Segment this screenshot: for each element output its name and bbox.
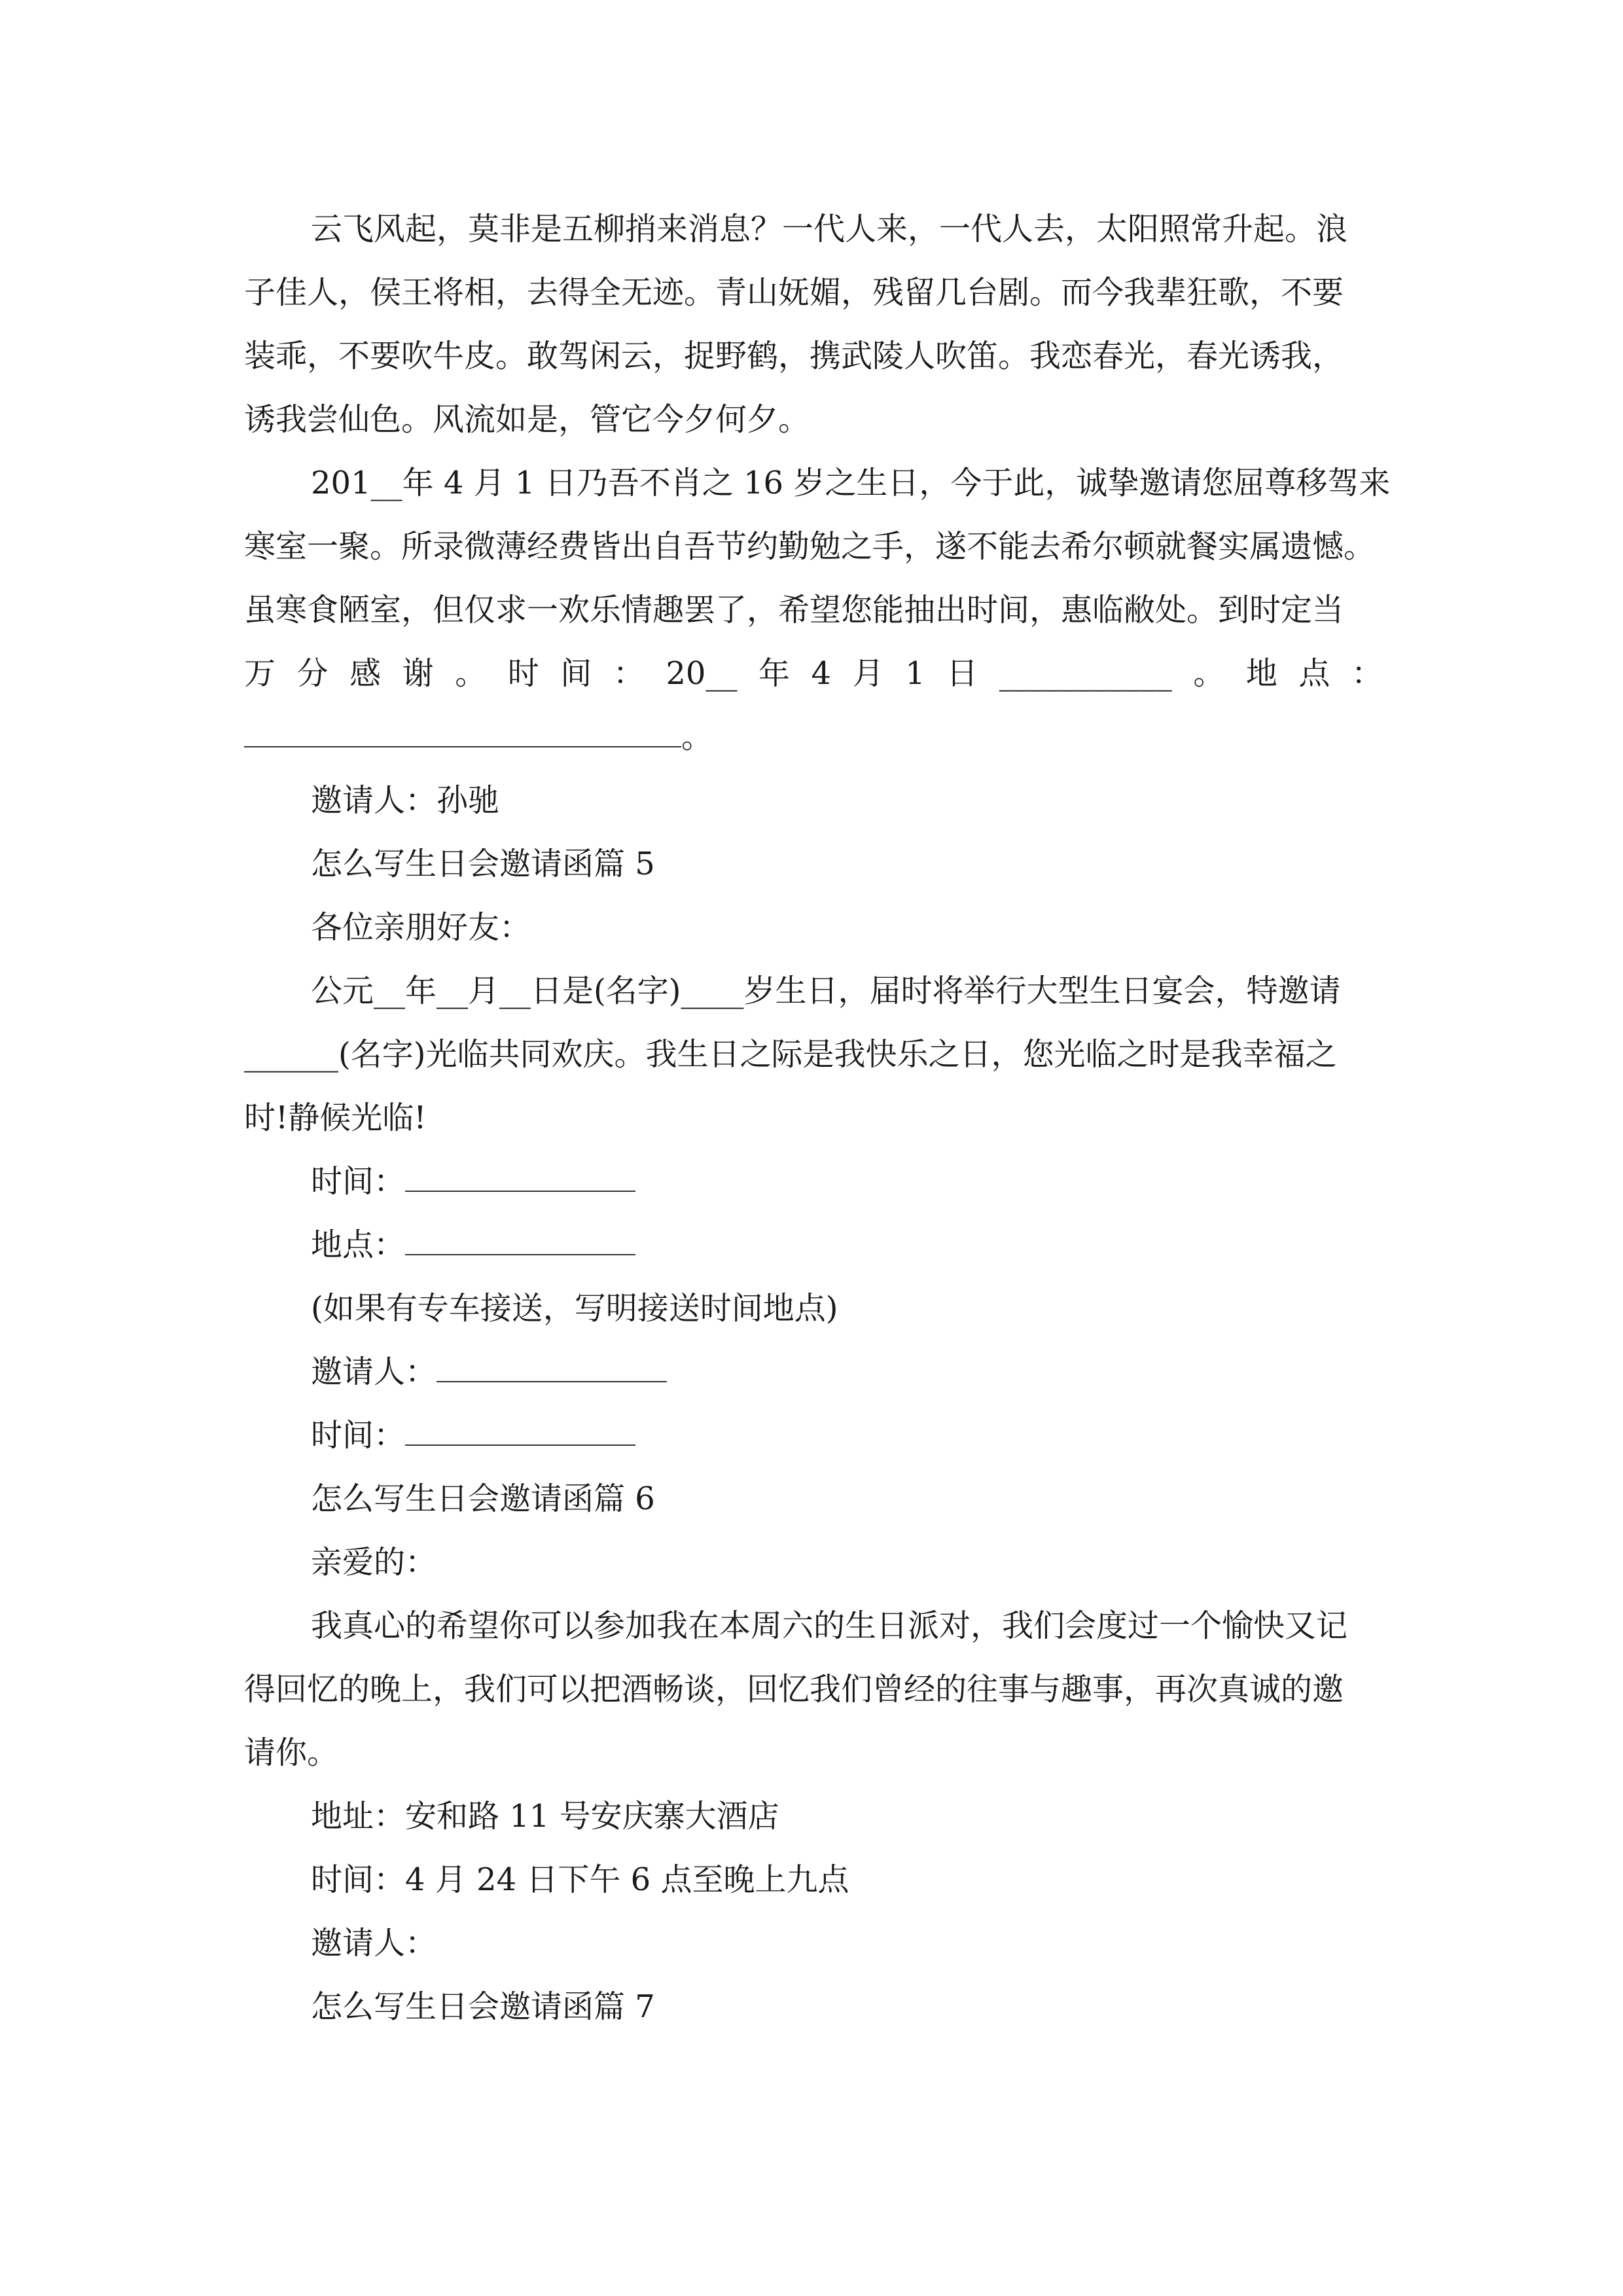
inviter-field-row	[311, 1352, 667, 1391]
paragraph6-line1: 我真心的希望你可以参加我在本周六的生日派对，我们会度过一个愉快又记	[311, 1607, 1348, 1644]
shuttle-note: (如果有专车接送，写明接送时间地点)	[311, 1290, 838, 1327]
time-line: 时间：4 月 24 日下午 6 点至晚上九点	[311, 1861, 849, 1898]
word: 分	[296, 655, 329, 692]
paragraph5-line3: 时!静候光临!	[244, 1100, 427, 1136]
time2-label: 时间：	[311, 1417, 406, 1454]
word: ___________	[999, 655, 1172, 692]
period: 。	[681, 719, 713, 755]
word: 。	[1193, 655, 1225, 692]
word: 时	[507, 655, 539, 692]
word: 20__	[666, 655, 738, 692]
paragraph1-line4: 诱我尝仙色。风流如是，管它今夕何夕。	[244, 401, 810, 438]
paragraph2-line3: 虽寒食陋室，但仅求一欢乐情趣罢了，希望您能抽出时间，惠临敝处。到时定当	[244, 592, 1344, 628]
time2-blank	[405, 1416, 635, 1446]
paragraph6-line3: 请你。	[244, 1734, 339, 1771]
time2-field-row	[311, 1416, 635, 1455]
inviter-line: 邀请人：孙驰	[311, 782, 500, 819]
word: 日	[946, 655, 978, 692]
word: 地	[1245, 655, 1277, 692]
inviter-label: 邀请人：	[311, 1354, 437, 1390]
word: 万	[244, 655, 276, 692]
place-label: 地点：	[311, 1227, 406, 1263]
word: ：	[613, 655, 645, 692]
word: 4	[811, 655, 832, 692]
section-heading-7: 怎么写生日会邀请函篇 7	[311, 1988, 655, 2025]
fill-blank	[244, 717, 681, 747]
paragraph2-line2: 寒室一聚。所录微薄经费皆出自吾节约勤勉之手，遂不能去希尔顿就餐实属遗憾。	[244, 528, 1376, 565]
word: 感	[349, 655, 382, 692]
word: 。	[455, 655, 487, 692]
paragraph2-line1: 201__年 4 月 1 日乃吾不肖之 16 岁之生日，今于此，诚挚邀请您屈尊移驾来	[311, 465, 1391, 501]
paragraph2-line4	[244, 654, 1383, 693]
address-line: 地址：安和路 11 号安庆寨大酒店	[311, 1798, 779, 1835]
inviter-blank	[437, 1352, 667, 1382]
paragraph6-line2: 得回忆的晚上，我们可以把酒畅谈，回忆我们曾经的往事与趣事，再次真诚的邀	[244, 1671, 1344, 1708]
paragraph2-line5	[244, 717, 713, 757]
paragraph5-line2: ______(名字)光临共同欢庆。我生日之际是我快乐之日，您光临之时是我幸福之	[244, 1036, 1337, 1073]
paragraph1-line3: 装乖，不要吹牛皮。敢驾闲云，捉野鹤，携武陵人吹笛。我恋春光，春光诱我，	[244, 338, 1344, 374]
place-blank	[405, 1225, 635, 1255]
time-blank	[405, 1162, 635, 1192]
inviter-line-6: 邀请人：	[311, 1925, 437, 1962]
word: 年	[758, 655, 790, 692]
section-heading-5: 怎么写生日会邀请函篇 5	[311, 846, 655, 882]
greeting-6: 亲爱的：	[311, 1544, 437, 1581]
word: 谢	[402, 655, 434, 692]
word: 1	[905, 655, 925, 692]
time-field-row	[311, 1162, 635, 1201]
place-field-row	[311, 1225, 635, 1265]
section-heading-6: 怎么写生日会邀请函篇 6	[311, 1480, 655, 1517]
word: 月	[852, 655, 884, 692]
paragraph1-line2: 子佳人，侯王将相，去得全无迹。青山妩媚，残留几台剧。而今我辈狂歌，不要	[244, 274, 1344, 311]
word: 点	[1298, 655, 1330, 692]
greeting-5: 各位亲朋好友：	[311, 909, 531, 946]
paragraph1-line1: 云飞风起，莫非是五柳捎来消息？一代人来，一代人去，太阳照常升起。浪	[311, 211, 1348, 247]
paragraph5-line1: 公元__年__月__日是(名字)____岁生日，届时将举行大型生日宴会，特邀请	[311, 973, 1341, 1009]
word: 间	[560, 655, 592, 692]
word: ：	[1351, 655, 1383, 692]
time-label: 时间：	[311, 1163, 406, 1200]
